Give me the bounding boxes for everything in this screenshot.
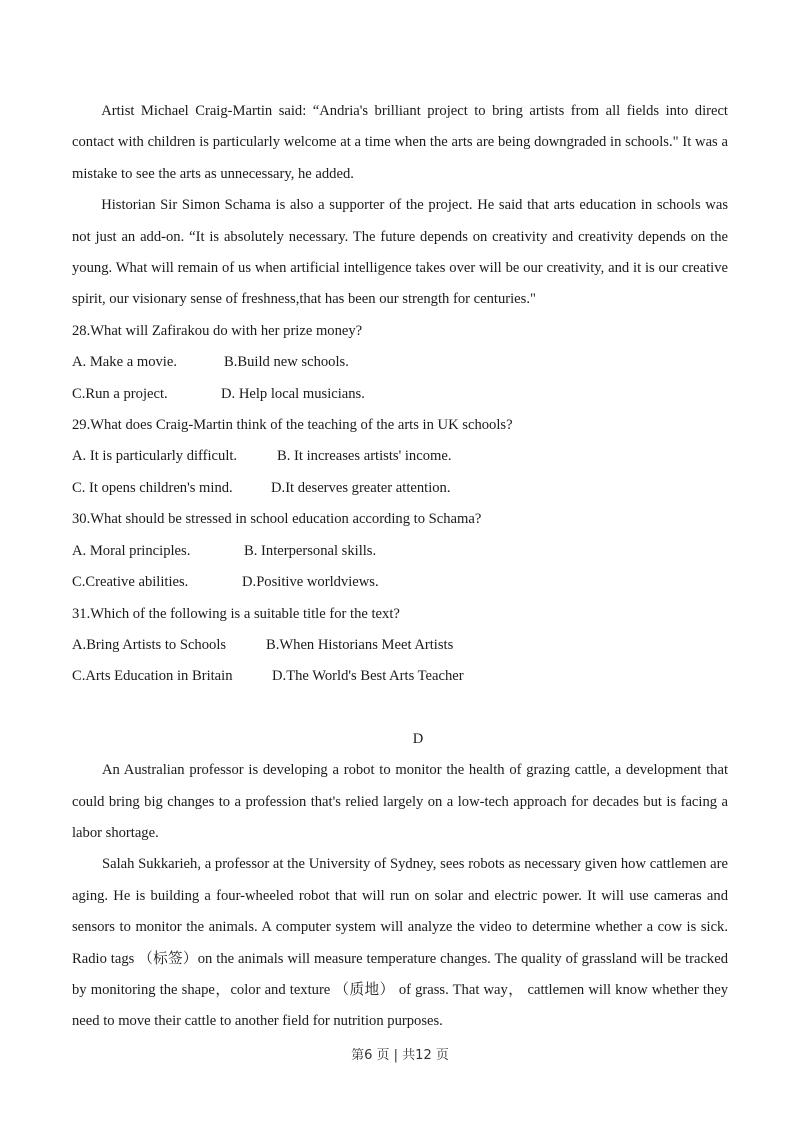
passage-d-title: D: [412, 730, 424, 747]
option-a: A. Make a movie.: [72, 354, 177, 371]
question-30: [72, 504, 728, 598]
option-c: C.Creative abilities.: [72, 574, 189, 591]
question-28: [72, 316, 728, 410]
passage-d-paragraph-2: Salah Sukkarieh, a professor at the University of Sydney, sees robots as necessary given how cattlemen are aging. He is building a four-wheeled robot that will run on solar and electric power. It will use cameras and sensors to monitor the animals. A computer system will analyze the video to determine whether a cow is sick. Radio tags （标签）on the animals will measure temperature changes. The quality of grassland will be tracked by monitoring the shape，color and texture （质地） of grass. That way， cattlemen will know whether they need to move their cattle to another field for nutrition purposes.: [72, 856, 728, 1030]
passage-d-paragraph-1: An Australian professor is developing a robot to monitor the health of grazing cattle, a development that could bring big changes to a profession that's relied largely on a low-tech approach for decades but is facing a labor shortage.: [72, 762, 728, 841]
option-row: [72, 630, 728, 661]
page-footer: 第6 页 | 共12 页: [351, 1048, 449, 1063]
passage-c-paragraph-1: Artist Michael Craig-Martin said: “Andria's brilliant project to bring artists from all fields into direct contact with children is particularly welcome at a time when the arts are being downgraded in schools." It was a mistake to see the arts as unnecessary, he added.: [72, 103, 728, 182]
option-b: B. It increases artists' income.: [277, 448, 452, 465]
option-row: [72, 441, 728, 472]
option-c: C.Run a project.: [72, 385, 168, 402]
option-a: A. It is particularly difficult.: [72, 448, 238, 465]
question-stem: 30.What should be stressed in school education according to Schama?: [72, 511, 482, 528]
option-d: D.Positive worldviews.: [242, 574, 379, 591]
exam-page: [72, 96, 728, 1038]
option-row: [72, 379, 728, 410]
option-c: C.Arts Education in Britain: [72, 668, 233, 685]
option-row: [72, 473, 728, 504]
option-row: [72, 347, 728, 378]
question-stem: 28.What will Zafirakou do with her prize money?: [72, 322, 363, 339]
option-d: D.It deserves greater attention.: [271, 479, 451, 496]
option-c: C. It opens children's mind.: [72, 479, 233, 496]
option-b: B. Interpersonal skills.: [244, 542, 377, 559]
option-b: B.Build new schools.: [224, 354, 349, 371]
option-row: [72, 567, 728, 598]
option-d: D.The World's Best Arts Teacher: [272, 668, 464, 685]
option-d: D. Help local musicians.: [221, 385, 365, 402]
option-b: B.When Historians Meet Artists: [266, 636, 454, 653]
question-31: [72, 599, 728, 693]
option-row: [72, 536, 728, 567]
question-29: [72, 410, 728, 504]
option-a: A. Moral principles.: [72, 542, 191, 559]
option-a: A.Bring Artists to Schools: [72, 636, 227, 653]
option-row: [72, 661, 728, 692]
question-stem: 31.Which of the following is a suitable title for the text?: [72, 605, 400, 622]
passage-c-paragraph-2: Historian Sir Simon Schama is also a supporter of the project. He said that arts education in schools was not just an add-on. “It is absolutely necessary. The future depends on creativity and creativity depends on the young. What will remain of us when artificial intelligence takes over will be our creativity, and it is our creative spirit, our visionary sense of freshness,that has been our strength for centuries.": [72, 197, 728, 308]
question-stem: 29.What does Craig-Martin think of the teaching of the arts in UK schools?: [72, 417, 513, 434]
